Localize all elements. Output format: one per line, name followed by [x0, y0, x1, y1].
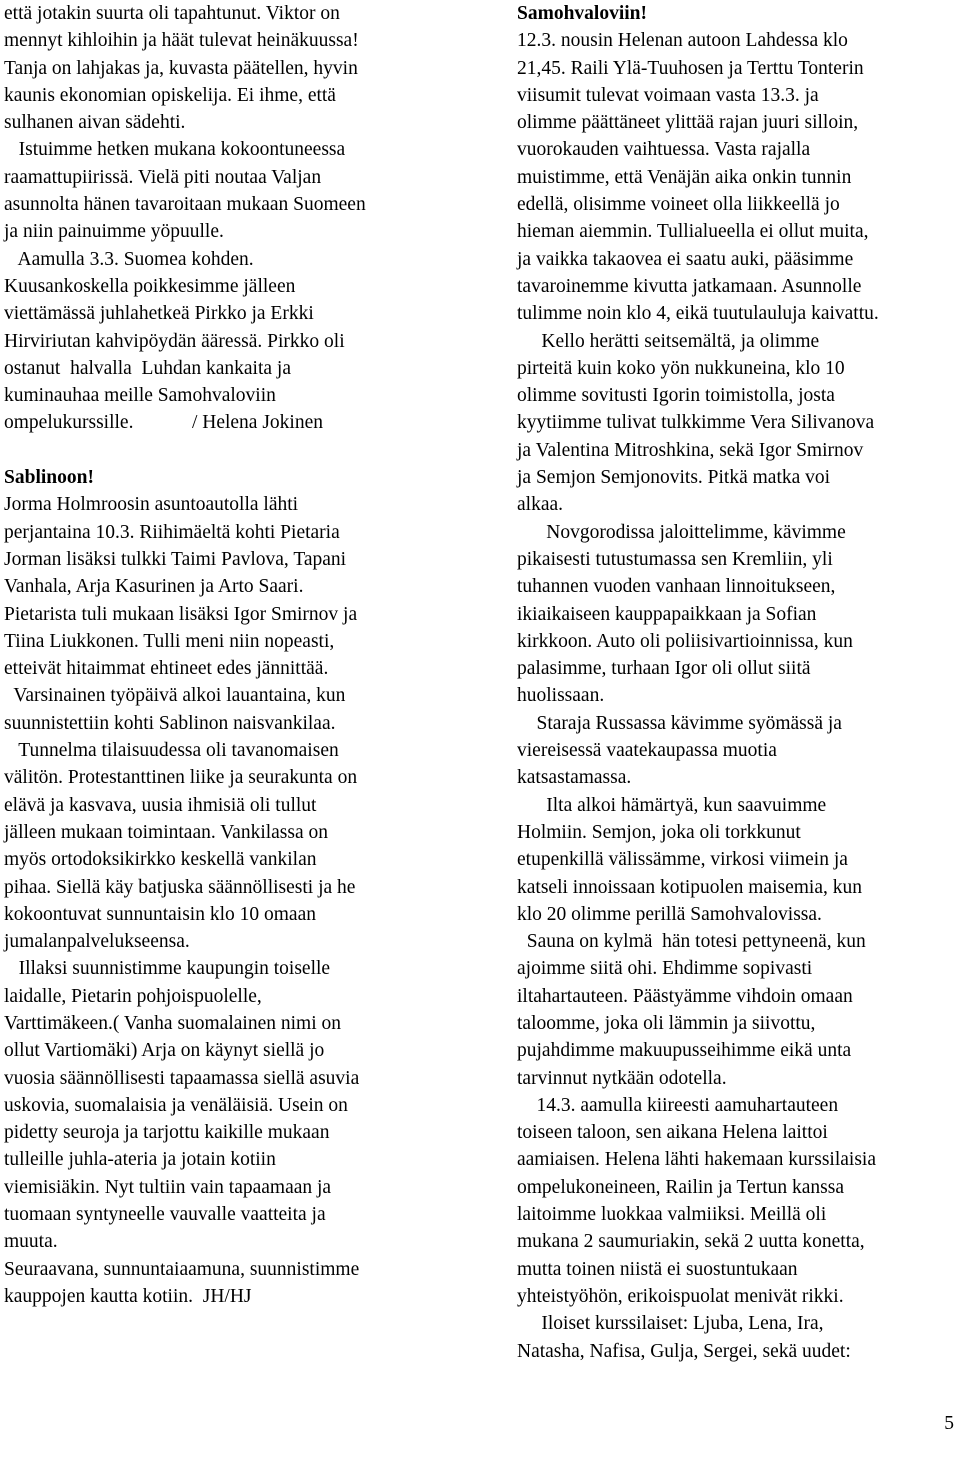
text-line: kirkkoon. Auto oli poliisivartioinnissa, kun [517, 630, 853, 652]
text-line: Hirviriutan kahvipöydän ääressä. Pirkko oli [4, 330, 345, 352]
text-line: Jorman lisäksi tulkki Taimi Pavlova, Tapani [4, 548, 347, 570]
text-line: Kello herätti seitsemältä, ja olimme [517, 330, 820, 352]
text-line: kaunis ekonomian opiskelija. Ei ihme, että [4, 84, 336, 106]
text-line: vuosia säännöllisesti tapaamassa siellä asuvia [4, 1067, 360, 1089]
text-line: välitön. Protestanttinen liike ja seurakunta on [4, 767, 358, 789]
text-line: alkaa. [517, 494, 564, 516]
text-line: Seuraavana, sunnuntaiaamuna, suunnistimme [4, 1258, 360, 1280]
text-line: ajoimme siitä ohi. Ehdimme sopivasti [517, 958, 813, 980]
text-line: Novgorodissa jaloittelimme, kävimme [517, 521, 846, 543]
text-line: Sauna on kylmä hän totesi pettyneenä, kun [517, 931, 866, 953]
text-line: kauppojen kautta kotiin. JH/HJ [4, 1285, 252, 1307]
text-line: tulleille juhla-ateria ja jotain kotiin [4, 1149, 276, 1171]
text-line: toiseen taloon, sen aikana Helena laittoi [517, 1122, 828, 1144]
text-line: katsastamassa. [517, 767, 632, 789]
text-line: pidetty seuroja ja tarjottu kaikille mukaan [4, 1122, 330, 1144]
text-line: jumalanpalvelukseensa. [4, 931, 190, 953]
text-line: Tunnelma tilaisuudessa oli tavanomaisen [4, 740, 339, 762]
text-line: uskovia, suomalaisia ja venäläisiä. Usein on [4, 1094, 348, 1116]
text-line: ompelukoneineen, Railin ja Tertun kanssa [517, 1176, 844, 1198]
section-heading: Samohvaloviin! [517, 3, 648, 24]
text-line: Staraja Russassa kävimme syömässä ja [517, 712, 842, 734]
text-line: Istuimme hetken mukana kokoontuneessa [4, 139, 346, 161]
text-line: tarvinnut nytkään odotella. [517, 1067, 727, 1089]
text-line: kokoontuvat sunnuntaisin klo 10 omaan [4, 903, 316, 925]
text-line: ompelukurssille. / Helena Jokinen [4, 412, 323, 434]
text-line: jälleen mukaan toimintaan. Vankilassa on [4, 821, 329, 843]
text-line: palasimme, turhaan Igor oli ollut siitä [517, 658, 811, 680]
text-line: hieman aiemmin. Tullialueella ei ollut muita, [517, 221, 869, 243]
text-line: elävä ja kasvava, uusia ihmisiä oli tullut [4, 794, 317, 816]
text-line: mutta toinen niistä ei suostuntukaan [517, 1258, 798, 1280]
text-line: viemisiäkin. Nyt tultiin vain tapaamaan ja [4, 1176, 332, 1198]
text-line: katseli innoissaan kotipuolen maisemia, kun [517, 876, 862, 898]
text-line: että jotakin suurta oli tapahtunut. Viktor on [4, 3, 340, 24]
text-line: viisumit tulevat voimaan vasta 13.3. ja [517, 84, 819, 106]
text-line: kuminauhaa meille Samohvaloviin [4, 385, 276, 407]
text-line: raamattupiirissä. Vielä piti noutaa Valjan [4, 166, 322, 188]
text-line: Tiina Liukkonen. Tulli meni niin nopeasti, [4, 630, 335, 652]
page-number: 5 [944, 1413, 954, 1434]
text-line: klo 20 olimme perillä Samohvalovissa. [517, 903, 822, 925]
text-line: Kuusankoskella poikkesimme jälleen [4, 275, 296, 297]
text-line: vuorokauden vaihtuessa. Vasta rajalla [517, 139, 811, 161]
text-line: viettämässä juhlahetkeä Pirkko ja Erkki [4, 303, 314, 325]
text-line: olimme päättäneet ylittää rajan juuri silloin, [517, 112, 859, 134]
text-line: Varttimäkeen.( Vanha suomalainen nimi on [4, 1012, 342, 1034]
text-line: mennyt kihloihin ja häät tulevat heinäkuussa! [4, 30, 359, 52]
text-line: Ilta alkoi hämärtyä, kun saavuimme [517, 794, 827, 816]
left-column [4, 0, 454, 1310]
text-line: yhteistyöhön, erikoispuolat menivät rikki. [517, 1285, 844, 1307]
text-line: huolissaan. [517, 685, 605, 707]
text-line: kyytiimme tulivat tulkkimme Vera Silivanova [517, 412, 875, 434]
text-line [4, 437, 454, 464]
text-line: 21,45. Raili Ylä-Tuuhosen ja Terttu Tonterin [517, 57, 864, 79]
text-line: myös ortodoksikirkko keskellä vankilan [4, 849, 317, 871]
text-line: Illaksi suunnistimme kaupungin toiselle [4, 958, 331, 980]
text-line: Aamulla 3.3. Suomea kohden. [4, 248, 254, 270]
text-line: Jorma Holmroosin asuntoautolla lähti [4, 494, 299, 516]
text-line: suunnistettiin kohti Sablinon naisvankilaa. [4, 712, 336, 734]
text-line: etupenkillä välissämme, virkosi viimein ja [517, 849, 848, 871]
text-line: pihaa. Siellä käy batjuska säännöllisesti ja he [4, 876, 356, 898]
text-line: ostanut halvalla Luhdan kankaita ja [4, 357, 291, 379]
text-line: aamiaisen. Helena lähti hakemaan kurssilaisia [517, 1149, 876, 1171]
text-line: pikaisesti tutustumassa sen Kremliin, yli [517, 548, 833, 570]
text-line: tulimme noin klo 4, eikä tuutulauluja kaivattu. [517, 303, 879, 325]
text-line: mukana 2 saumuriakin, sekä 2 uutta konetta, [517, 1231, 865, 1253]
section-heading: Sablinoon! [4, 467, 94, 489]
text-line: viereisessä vaatekaupassa muotia [517, 740, 777, 762]
text-line: Iloiset kurssilaiset: Ljuba, Lena, Ira, [517, 1313, 824, 1335]
text-line: 14.3. aamulla kiireesti aamuhartauteen [517, 1094, 839, 1116]
right-column [517, 0, 957, 1365]
text-line: pujahdimme makuupusseihimme eikä unta [517, 1040, 852, 1062]
text-line: ja niin painuimme yöpuulle. [4, 221, 224, 243]
text-line: perjantaina 10.3. Riihimäeltä kohti Pietaria [4, 521, 340, 543]
text-line: tuomaan syntyneelle vauvalle vaatteita ja [4, 1204, 326, 1226]
text-line: tavaroinemme kivutta jatkamaan. Asunnolle [517, 275, 862, 297]
text-line: laitoimme luokkaa valmiiksi. Meillä oli [517, 1204, 827, 1226]
text-line: ikiaikaiseen kauppapaikkaan ja Sofian [517, 603, 817, 625]
text-line: sulhanen aivan sädehti. [4, 112, 186, 134]
text-line: asunnolta hänen tavaroitaan mukaan Suomeen [4, 194, 366, 216]
text-line: pirteitä kuin koko yön nukkuneina, klo 10 [517, 357, 845, 379]
text-line: Natasha, Nafisa, Gulja, Sergei, sekä uudet: [517, 1340, 851, 1362]
text-line: tuhannen vuoden vanhaan linnoitukseen, [517, 576, 836, 598]
text-line: Pietarista tuli mukaan lisäksi Igor Smirnov ja [4, 603, 358, 625]
text-line: Vanhala, Arja Kasurinen ja Arto Saari. [4, 576, 304, 598]
text-line: etteivät hitaimmat ehtineet edes jännittää. [4, 658, 329, 680]
text-line: olimme sovitusti Igorin toimistolla, josta [517, 385, 835, 407]
text-line: muuta. [4, 1231, 58, 1253]
text-line: Tanja on lahjakas ja, kuvasta päätellen, hyvin [4, 57, 358, 79]
text-line: ja vaikka takaovea ei saatu auki, pääsimme [517, 248, 854, 270]
text-line: ja Valentina Mitroshkina, sekä Igor Smirnov [517, 439, 864, 461]
text-line: laidalle, Pietarin pohjoispuolelle, [4, 985, 262, 1007]
text-line: Varsinainen työpäivä alkoi lauantaina, kun [4, 685, 346, 707]
text-line: edellä, olisimme voineet olla liikkeellä jo [517, 194, 840, 216]
text-line: ja Semjon Semjonovits. Pitkä matka voi [517, 467, 831, 489]
text-line: iltahartauteen. Päästyämme vihdoin omaan [517, 985, 853, 1007]
text-line: 12.3. nousin Helenan autoon Lahdessa klo [517, 30, 848, 52]
text-line: Holmiin. Semjon, joka oli torkkunut [517, 821, 801, 843]
text-line: taloomme, joka oli lämmin ja siivottu, [517, 1012, 816, 1034]
text-line: muistimme, että Venäjän aika onkin tunnin [517, 166, 852, 188]
text-line: ollut Vartiomäki) Arja on käynyt siellä jo [4, 1040, 325, 1062]
